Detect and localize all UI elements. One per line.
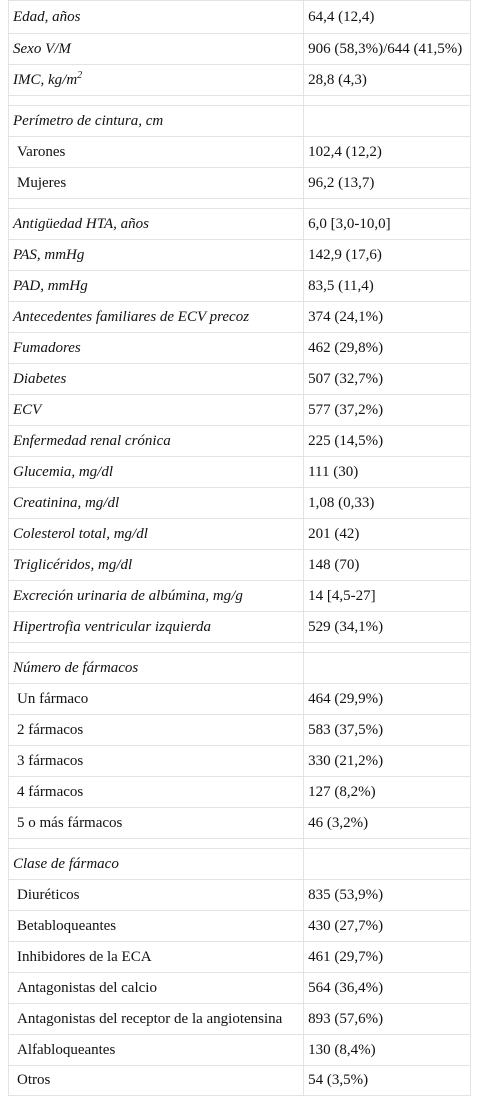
row-label: Antecedentes familiares de ECV precoz (13, 308, 250, 325)
spacer-cell (304, 839, 471, 849)
row-value: 96,2 (13,7) (308, 174, 375, 191)
row-label-cell (9, 746, 304, 777)
table-row (9, 364, 471, 395)
row-value: 835 (53,9%) (308, 886, 384, 903)
row-value-cell (304, 240, 471, 271)
row-value-cell (304, 942, 471, 973)
row-value-cell (304, 65, 471, 96)
spacer-cell (9, 839, 304, 849)
table-row (9, 488, 471, 519)
table-row (9, 715, 471, 746)
row-label-cell (9, 1004, 304, 1035)
row-label: Glucemia, mg/dl (13, 463, 113, 480)
row-value: 83,5 (11,4) (308, 277, 374, 294)
row-value-cell (304, 973, 471, 1004)
row-label: Diuréticos (17, 886, 80, 903)
row-value-cell (304, 550, 471, 581)
row-value-cell (304, 746, 471, 777)
table-row (9, 333, 471, 364)
section-header-empty-cell (304, 106, 471, 137)
row-label-cell (9, 34, 304, 65)
spacer-cell (9, 643, 304, 653)
table-row (9, 34, 471, 65)
row-label: PAS, mmHg (13, 246, 85, 263)
row-value-cell (304, 34, 471, 65)
row-value-cell (304, 1035, 471, 1066)
row-value-cell (304, 715, 471, 746)
row-label-cell (9, 880, 304, 911)
table-row (9, 1, 471, 34)
row-label: Triglicéridos, mg/dl (13, 556, 133, 573)
section-header-row (9, 106, 471, 137)
row-value: 64,4 (12,4) (308, 8, 375, 25)
table-row (9, 271, 471, 302)
table-row (9, 942, 471, 973)
row-label-cell (9, 684, 304, 715)
row-label-cell (9, 426, 304, 457)
row-label-cell (9, 302, 304, 333)
row-label-cell (9, 715, 304, 746)
section-header-label: Perímetro de cintura, cm (9, 106, 304, 137)
table-row (9, 777, 471, 808)
row-label-cell (9, 777, 304, 808)
row-value: 14 [4,5-27] (308, 587, 376, 604)
spacer-cell (304, 643, 471, 653)
row-value: 462 (29,8%) (308, 339, 384, 356)
unit-superscript: 2 (77, 69, 83, 81)
table-row (9, 426, 471, 457)
row-value-cell (304, 1, 471, 34)
row-label: Antagonistas del receptor de la angiotensina (17, 1010, 283, 1027)
section-header-label: Clase de fármaco (9, 849, 304, 880)
section-header-empty-cell (304, 849, 471, 880)
spacer-cell (304, 96, 471, 106)
row-value-cell (304, 911, 471, 942)
row-label: Un fármaco (17, 690, 89, 707)
row-value: 583 (37,5%) (308, 721, 384, 738)
table-row (9, 302, 471, 333)
row-label-cell (9, 973, 304, 1004)
row-value: 127 (8,2%) (308, 783, 376, 800)
section-spacer-row (9, 96, 471, 106)
row-label: Mujeres (17, 174, 67, 191)
row-label-cell (9, 612, 304, 643)
row-value: 893 (57,6%) (308, 1010, 384, 1027)
spacer-cell (9, 199, 304, 209)
table-row (9, 581, 471, 612)
row-value-cell (304, 519, 471, 550)
row-value: 111 (30) (308, 463, 359, 480)
row-value: 148 (70) (308, 556, 360, 573)
row-value-cell (304, 1004, 471, 1035)
row-value-cell (304, 137, 471, 168)
row-value: 46 (3,2%) (308, 814, 369, 831)
section-header-row (9, 653, 471, 684)
row-label-cell (9, 488, 304, 519)
row-label: 4 fármacos (17, 783, 84, 800)
row-label-cell (9, 168, 304, 199)
row-label-cell (9, 271, 304, 302)
spacer-cell (9, 96, 304, 106)
row-label: Inhibidores de la ECA (17, 948, 152, 965)
row-value-cell (304, 808, 471, 839)
row-value: 430 (27,7%) (308, 917, 384, 934)
row-label-cell (9, 581, 304, 612)
section-header-empty-cell (304, 653, 471, 684)
row-value: 577 (37,2%) (308, 401, 384, 418)
row-label-cell (9, 550, 304, 581)
row-label-cell (9, 65, 304, 96)
table-row (9, 209, 471, 240)
row-label: Fumadores (13, 339, 81, 356)
section-spacer-row (9, 839, 471, 849)
row-label-cell (9, 911, 304, 942)
row-value: 507 (32,7%) (308, 370, 384, 387)
row-label: Creatinina, mg/dl (13, 494, 120, 511)
row-value-cell (304, 684, 471, 715)
section-header-row (9, 849, 471, 880)
row-label: Betabloqueantes (17, 917, 117, 934)
table-row (9, 168, 471, 199)
row-value: 201 (42) (308, 525, 360, 542)
row-value-cell (304, 880, 471, 911)
row-label: Diabetes (13, 370, 67, 387)
row-value-cell (304, 777, 471, 808)
row-label: Enfermedad renal crónica (13, 432, 171, 449)
row-label-cell (9, 209, 304, 240)
table-row (9, 684, 471, 715)
table-row (9, 550, 471, 581)
row-label: 2 fármacos (17, 721, 84, 738)
row-value: 330 (21,2%) (308, 752, 384, 769)
row-label: Alfabloqueantes (17, 1041, 116, 1058)
row-value-cell (304, 333, 471, 364)
row-label-cell (9, 395, 304, 426)
row-value-cell (304, 168, 471, 199)
row-value-cell (304, 364, 471, 395)
row-label: Otros (17, 1072, 51, 1088)
row-value: 142,9 (17,6) (308, 246, 382, 263)
section-header-label: Número de fármacos (9, 653, 304, 684)
row-value-cell (304, 581, 471, 612)
row-value: 130 (8,4%) (308, 1041, 376, 1058)
table-row (9, 137, 471, 168)
row-label: Edad, años (13, 8, 81, 25)
characteristics-table (8, 0, 471, 1096)
row-label-cell (9, 364, 304, 395)
characteristics-table-body (9, 1, 471, 1096)
row-value-cell (304, 395, 471, 426)
table-row (9, 1066, 471, 1096)
row-label-cell (9, 808, 304, 839)
row-label: Antagonistas del calcio (17, 979, 157, 996)
spacer-cell (304, 199, 471, 209)
row-label: PAD, mmHg (13, 277, 88, 294)
row-label: Varones (17, 143, 66, 160)
table-row (9, 65, 471, 96)
row-label: 5 o más fármacos (17, 814, 123, 831)
row-value: 28,8 (4,3) (308, 71, 367, 88)
row-value-cell (304, 488, 471, 519)
row-label: Excreción urinaria de albúmina, mg/g (13, 587, 243, 604)
table-row (9, 973, 471, 1004)
row-label-cell (9, 942, 304, 973)
row-label: Sexo V/M (13, 40, 71, 57)
row-label-cell (9, 1, 304, 34)
row-label-cell (9, 1066, 304, 1096)
row-value: 464 (29,9%) (308, 690, 384, 707)
table-row (9, 911, 471, 942)
row-value-cell (304, 1066, 471, 1096)
row-value: 374 (24,1%) (308, 308, 384, 325)
table-row (9, 880, 471, 911)
table-row (9, 746, 471, 777)
row-label: ECV (13, 401, 42, 418)
row-label: Hipertrofia ventricular izquierda (13, 618, 212, 635)
table-row (9, 612, 471, 643)
row-label: Antigüedad HTA, años (13, 215, 149, 232)
row-value: 564 (36,4%) (308, 979, 384, 996)
table-row (9, 240, 471, 271)
row-value: 54 (3,5%) (308, 1072, 369, 1088)
table-row (9, 1004, 471, 1035)
row-label: 3 fármacos (17, 752, 84, 769)
row-label: IMC, kg/m (13, 71, 78, 88)
row-value: 529 (34,1%) (308, 618, 384, 635)
row-label-cell (9, 333, 304, 364)
table-row (9, 808, 471, 839)
row-label-cell (9, 519, 304, 550)
row-value: 225 (14,5%) (308, 432, 384, 449)
table-row (9, 457, 471, 488)
row-value: 906 (58,3%)/644 (41,5%) (308, 40, 463, 57)
table-row (9, 519, 471, 550)
row-value-cell (304, 302, 471, 333)
row-label-cell (9, 1035, 304, 1066)
section-spacer-row (9, 643, 471, 653)
row-value-cell (304, 209, 471, 240)
row-value-cell (304, 457, 471, 488)
row-label-cell (9, 137, 304, 168)
row-label-cell (9, 457, 304, 488)
table-row (9, 1035, 471, 1066)
row-value: 102,4 (12,2) (308, 143, 382, 160)
row-value-cell (304, 426, 471, 457)
row-value-cell (304, 271, 471, 302)
row-value: 6,0 [3,0-10,0] (308, 215, 391, 232)
row-value: 1,08 (0,33) (308, 494, 375, 511)
row-value: 461 (29,7%) (308, 948, 384, 965)
row-label: Colesterol total, mg/dl (13, 525, 148, 542)
section-spacer-row (9, 199, 471, 209)
row-value-cell (304, 612, 471, 643)
row-label-cell (9, 240, 304, 271)
table-row (9, 395, 471, 426)
